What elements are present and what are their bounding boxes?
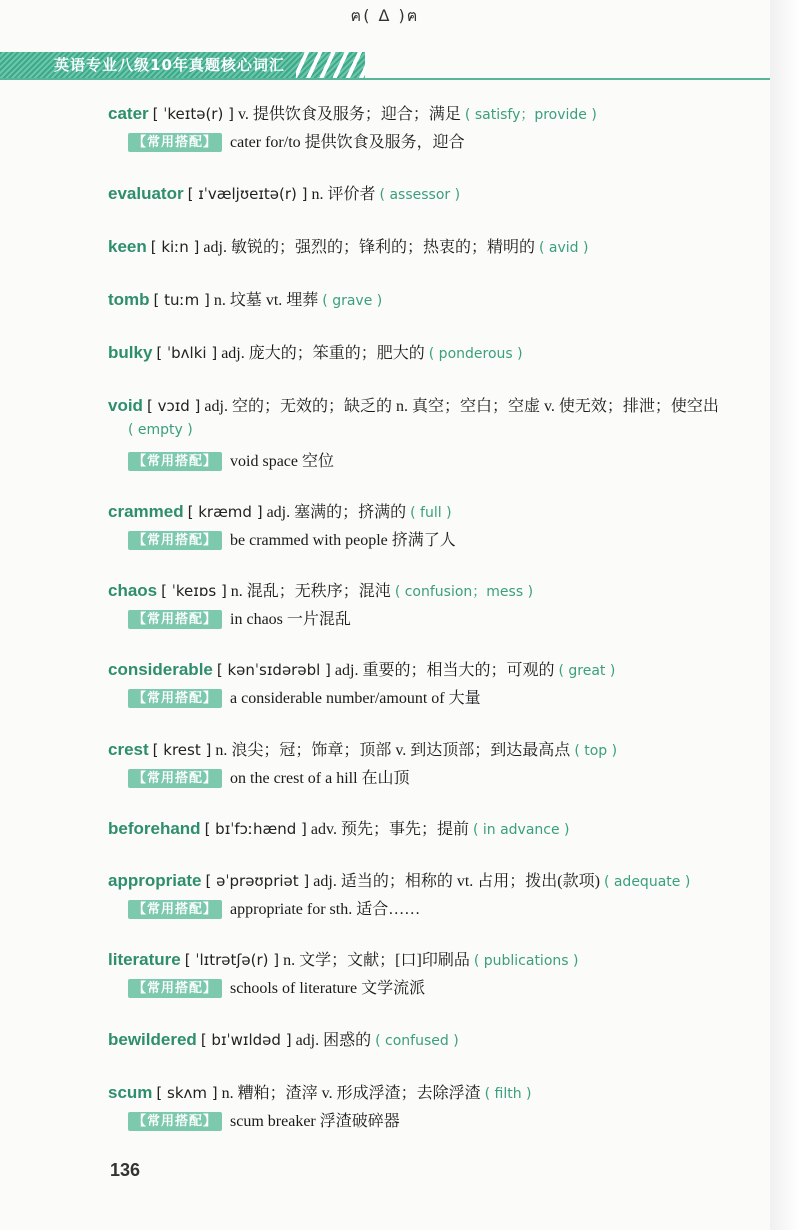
definition: adj. 适当的；相称的 vt. 占用；拨出(款项): [313, 873, 600, 890]
collocation-text: in chaos 一片混乱: [230, 611, 351, 628]
definition: adj. 重要的；相当大的；可观的: [334, 662, 555, 679]
pronunciation: [ bɪˈfɔːhænd ]: [204, 820, 307, 838]
pronunciation: [ ˈlɪtrətʃə(r) ]: [184, 951, 280, 969]
entry-main-line: [108, 657, 615, 680]
collocation-text: appropriate for sth. 适合……: [230, 901, 421, 918]
collocation-badge: 【常用搭配】: [128, 1112, 222, 1131]
definition: adj. 庞大的；笨重的；肥大的: [221, 345, 425, 362]
definition: n. 坟墓 vt. 埋葬: [213, 292, 319, 309]
headword: cater: [108, 104, 149, 123]
pronunciation: [ vɔɪd ]: [146, 397, 201, 415]
headword: bulky: [108, 343, 153, 362]
pronunciation: [ tuːm ]: [153, 291, 210, 309]
entry-main-line: [108, 181, 460, 204]
pronunciation: [ krest ]: [152, 741, 212, 759]
pronunciation: [ ˈkeɪtə(r) ]: [152, 105, 234, 123]
pronunciation: [ skʌm ]: [156, 1084, 218, 1102]
synonym: ( adequate ): [603, 874, 691, 890]
collocation-badge: 【常用搭配】: [128, 531, 222, 550]
synonym: ( filth ): [484, 1086, 532, 1102]
book-title: 英语专业八级10年真题核心词汇: [54, 56, 285, 74]
pronunciation: [ kræmd ]: [187, 503, 263, 521]
definition: adv. 预先；事先；提前: [310, 821, 469, 838]
collocation-badge: 【常用搭配】: [128, 452, 222, 471]
definition: n. 浪尖；冠；饰章；顶部 v. 到达顶部；到达最高点: [215, 742, 571, 759]
synonym: ( assessor ): [379, 187, 461, 203]
definition: n. 评价者: [311, 186, 376, 203]
pronunciation: [ ɪˈvæljʊeɪtə(r) ]: [187, 185, 308, 203]
collocation-text: a considerable number/amount of 大量: [230, 690, 481, 707]
synonym: ( great ): [558, 663, 616, 679]
definition: n. 糟粕；渣滓 v. 形成浮渣；去除浮渣: [221, 1085, 481, 1102]
collocation-row: [128, 448, 334, 471]
pronunciation: [ kənˈsɪdərəbl ]: [216, 661, 331, 679]
headword: void: [108, 396, 143, 415]
collocation-row: [128, 129, 465, 152]
collocation-row: [128, 606, 351, 629]
collocation-row: [128, 1108, 400, 1131]
headword: bewildered: [108, 1030, 197, 1049]
collocation-badge: 【常用搭配】: [128, 133, 222, 152]
collocation-text: void space 空位: [230, 453, 334, 470]
entry-main-line: [108, 1080, 532, 1103]
pronunciation: [ əˈprəʊpriət ]: [205, 872, 310, 890]
collocation-row: [128, 685, 481, 708]
synonym: ( publications ): [473, 953, 579, 969]
collocation-row: [128, 975, 425, 998]
synonym: ( avid ): [538, 240, 589, 256]
synonym: ( confusion；mess ): [394, 584, 534, 600]
headword: beforehand: [108, 819, 201, 838]
entry-main-line: [108, 947, 578, 970]
headword: tomb: [108, 290, 150, 309]
entry-main-line: [108, 578, 533, 601]
definition: adj. 困惑的: [295, 1032, 372, 1049]
collocation-badge: 【常用搭配】: [128, 689, 222, 708]
pronunciation: [ ˈbʌlki ]: [156, 344, 218, 362]
pronunciation: [ bɪˈwɪldəd ]: [200, 1031, 292, 1049]
page-number: 136: [110, 1160, 141, 1180]
headword: crammed: [108, 502, 184, 521]
entry-main-line: [108, 287, 382, 310]
definition: n. 混乱；无秩序；混沌: [230, 583, 391, 600]
headword: crest: [108, 740, 149, 759]
definition: adj. 空的；无效的；缺乏的 n. 真空；空白；空虚 v. 使无效；排泄；使空出: [204, 398, 719, 415]
collocation-badge: 【常用搭配】: [128, 769, 222, 788]
entry-main-line: [108, 234, 588, 257]
synonym: ( full ): [410, 505, 452, 521]
synonym: ( satisfy；provide ): [464, 107, 597, 123]
collocation-text: cater for/to 提供饮食及服务，迎合: [230, 134, 465, 151]
collocation-text: scum breaker 浮渣破碎器: [230, 1113, 400, 1130]
pronunciation: [ kiːn ]: [150, 238, 200, 256]
entry-main-line: [108, 737, 617, 760]
collocation-row: [128, 765, 410, 788]
headword: literature: [108, 950, 181, 969]
synonym: ( confused ): [375, 1033, 459, 1049]
synonym: ( ponderous ): [428, 346, 523, 362]
headword: appropriate: [108, 871, 202, 890]
synonym: ( in advance ): [472, 822, 570, 838]
definition: v. 提供饮食及服务；迎合；满足: [237, 106, 461, 123]
synonym: ( empty ): [128, 422, 193, 438]
synonym: ( grave ): [322, 293, 383, 309]
collocation-badge: 【常用搭配】: [128, 979, 222, 998]
definition: adj. 敏锐的；强烈的；锋利的；热衷的；精明的: [203, 239, 535, 256]
definition: n. 文学；文献；[口]印刷品: [283, 952, 470, 969]
entry-main-line: [108, 340, 523, 363]
header-symbol: ฅ( Δ )ฅ: [350, 6, 420, 25]
collocation-text: be crammed with people 挤满了人: [230, 532, 456, 549]
headword: keen: [108, 237, 147, 256]
collocation-row: [128, 527, 456, 550]
collocation-row: [128, 896, 420, 919]
collocation-text: schools of literature 文学流派: [230, 980, 426, 997]
headword: chaos: [108, 581, 158, 600]
pronunciation: [ ˈkeɪɒs ]: [161, 582, 227, 600]
synonym: ( top ): [574, 743, 618, 759]
collocation-badge: 【常用搭配】: [128, 610, 222, 629]
collocation-text: on the crest of a hill 在山顶: [230, 770, 410, 787]
definition: adj. 塞满的；挤满的: [266, 504, 407, 521]
entry-main-line: [108, 1027, 459, 1050]
page-edge: [770, 0, 800, 1230]
headword: scum: [108, 1083, 153, 1102]
entry-main-line: [108, 101, 597, 124]
headword: considerable: [108, 660, 213, 679]
entry-main-line: [108, 393, 719, 416]
collocation-badge: 【常用搭配】: [128, 900, 222, 919]
headword: evaluator: [108, 184, 184, 203]
entry-main-line: [108, 868, 690, 891]
entry-continuation: [128, 421, 193, 439]
entry-main-line: [108, 816, 570, 839]
entry-main-line: [108, 499, 452, 522]
